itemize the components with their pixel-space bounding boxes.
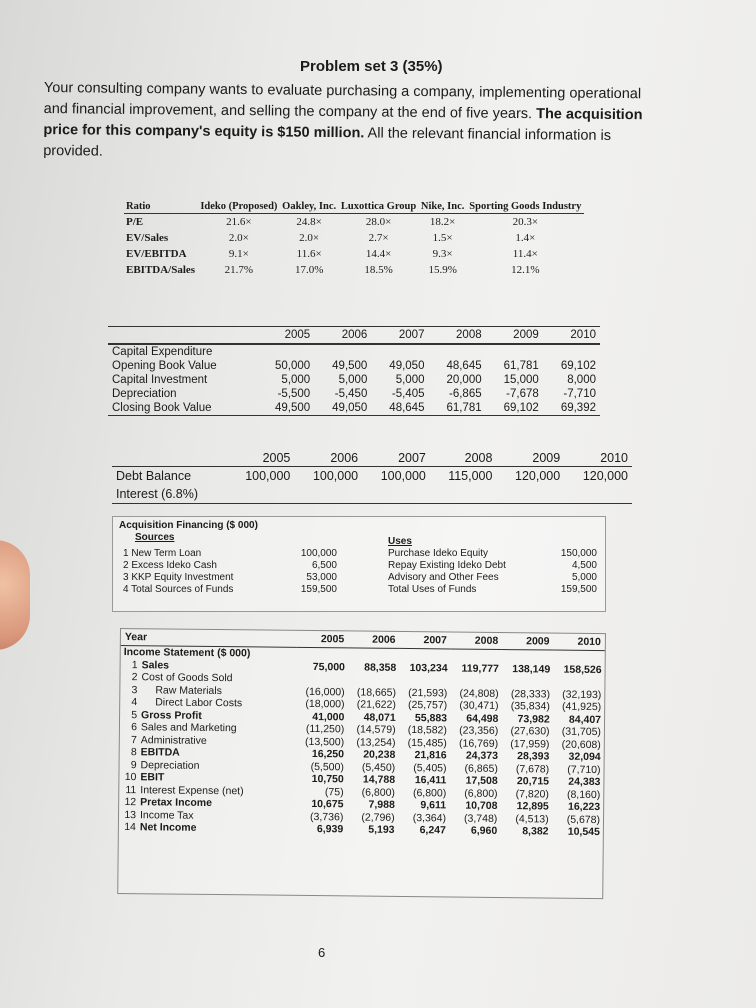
- income-value: (7,820): [515, 787, 549, 801]
- source-value: 53,000: [306, 572, 337, 583]
- income-year: 2009: [502, 633, 553, 650]
- ratio-header: Nike, Inc.: [419, 200, 467, 214]
- uses-header: Uses: [388, 536, 412, 547]
- use-label: Total Uses of Funds: [388, 584, 477, 595]
- income-label: Depreciation: [140, 758, 200, 772]
- income-value: (5,450): [361, 761, 396, 774]
- income-value: (6,865): [464, 762, 498, 775]
- income-value: (20,608): [561, 738, 601, 751]
- debt-header-row: [112, 450, 632, 467]
- sources-header: Sources: [135, 532, 175, 543]
- income-year: 2008: [451, 632, 502, 649]
- debt-year: 2007: [362, 450, 430, 467]
- debt-value: 115,000: [448, 469, 493, 483]
- debt-value: [294, 485, 362, 504]
- line-number: 11: [125, 783, 137, 796]
- capex-value: 20,000: [446, 374, 482, 386]
- income-value: 41,000: [312, 710, 345, 724]
- income-label: Raw Materials: [155, 684, 222, 697]
- line-number: 12: [124, 796, 137, 809]
- capex-value: [428, 344, 485, 359]
- debt-value: [430, 485, 497, 504]
- income-value: (35,834): [510, 700, 550, 713]
- income-value: 64,498: [466, 712, 499, 725]
- capex-value: 69,102: [560, 360, 596, 372]
- income-label: Pretax Income: [140, 796, 213, 810]
- line-number: 8: [130, 746, 137, 759]
- income-value: 138,149: [512, 662, 551, 676]
- ratio-value: 2.7×: [368, 232, 389, 244]
- income-value: (75): [324, 785, 344, 799]
- income-value: 28,393: [517, 750, 550, 763]
- income-value: (41,925): [562, 700, 602, 714]
- capex-label: Capital Investment: [112, 374, 208, 386]
- source-label: 4 Total Sources of Funds: [123, 584, 234, 595]
- debt-header-blank: [112, 450, 227, 467]
- capex-value: 8,000: [567, 374, 596, 386]
- income-value: [348, 673, 399, 686]
- line-number: 9: [130, 758, 137, 771]
- income-value: 84,407: [568, 713, 602, 726]
- income-value: (23,356): [459, 724, 499, 738]
- ratio-header: Luxottica Group: [338, 200, 418, 214]
- income-value: (24,808): [459, 687, 499, 700]
- income-value: (7,678): [515, 762, 550, 776]
- capex-header-blank: [108, 327, 257, 345]
- ratio-value: 21.6×: [226, 216, 252, 228]
- income-value: (18,000): [305, 698, 345, 711]
- income-value: (15,485): [407, 736, 447, 750]
- income-value: 6,939: [316, 823, 344, 836]
- source-value: 100,000: [300, 548, 337, 559]
- debt-row: [112, 467, 632, 486]
- ratio-value: 17.0%: [294, 264, 324, 276]
- capex-value: 5,000: [338, 374, 368, 386]
- ratio-value: 9.3×: [432, 248, 453, 260]
- ratio-label: EV/Sales: [126, 232, 169, 244]
- capex-value: 48,645: [446, 360, 482, 372]
- income-value: 158,526: [563, 663, 602, 676]
- debt-table: [112, 450, 632, 504]
- ratio-header: Ideko (Proposed): [198, 200, 280, 214]
- ratio-row: [124, 246, 584, 262]
- income-statement-table: [117, 628, 606, 899]
- income-value: 10,545: [567, 825, 600, 839]
- income-value: 9,611: [420, 799, 447, 812]
- line-number: 10: [124, 771, 137, 784]
- use-value: 150,000: [560, 548, 597, 559]
- line-number: 7: [130, 733, 137, 746]
- income-value: 14,788: [362, 773, 396, 787]
- capex-value: 61,781: [503, 360, 539, 372]
- capex-year: 2007: [371, 327, 428, 345]
- debt-value: 100,000: [312, 469, 359, 483]
- capex-value: 15,000: [503, 374, 539, 386]
- income-value: 48,071: [363, 711, 396, 724]
- income-value: (30,471): [459, 699, 499, 713]
- income-value: (6,800): [412, 786, 447, 800]
- ratio-value: 20.3×: [512, 216, 539, 228]
- income-value: [502, 675, 553, 688]
- income-value: (6,800): [361, 786, 396, 799]
- income-value: (16,000): [305, 685, 345, 699]
- ratio-value: 15.9%: [428, 264, 457, 276]
- debt-value: 120,000: [582, 469, 628, 483]
- ratio-value: 12.1%: [511, 264, 540, 276]
- income-year: 2005: [297, 631, 348, 648]
- income-value: (31,705): [561, 725, 601, 739]
- ratio-value: 24.8×: [296, 216, 322, 228]
- capex-table: [108, 326, 600, 416]
- capex-row: [108, 359, 600, 373]
- capex-value: 61,781: [428, 401, 485, 416]
- debt-year: 2006: [294, 450, 362, 467]
- capex-value: [543, 344, 600, 359]
- income-value: 119,777: [461, 662, 499, 675]
- use-label: Repay Existing Ideko Debt: [388, 560, 506, 571]
- source-value: 159,500: [300, 584, 337, 595]
- debt-value: [227, 485, 295, 504]
- income-value: (4,513): [515, 812, 549, 826]
- income-value: 10,750: [311, 773, 344, 786]
- income-value: 8,382: [522, 825, 549, 838]
- income-value: 20,238: [363, 748, 396, 762]
- ratio-row: [124, 230, 584, 246]
- line-number: 4: [131, 696, 138, 709]
- intro-bold: The acquisition price for this company's equity is $150 million.: [43, 106, 643, 142]
- use-value: 159,500: [560, 584, 597, 595]
- ratio-value: 11.4×: [512, 248, 538, 260]
- acquisition-financing-table: [112, 516, 606, 612]
- income-label-cell: [120, 671, 296, 685]
- income-value: (16,769): [458, 737, 499, 750]
- debt-value: 100,000: [245, 469, 291, 483]
- capex-row: [108, 401, 600, 416]
- ratio-header: Ratio: [124, 200, 198, 214]
- income-value: 16,223: [567, 800, 601, 814]
- income-value: (7,710): [567, 763, 601, 776]
- capex-label: Opening Book Value: [112, 360, 217, 372]
- capex-value: -6,865: [449, 388, 482, 400]
- income-label: Interest Expense (net): [140, 783, 244, 798]
- income-value: (13,500): [304, 735, 345, 749]
- income-value: 6,960: [470, 824, 498, 838]
- income-value: (14,579): [356, 723, 396, 737]
- income-label: Sales: [141, 658, 170, 672]
- capex-value: [257, 344, 314, 359]
- source-label: 3 KKP Equity Investment: [123, 572, 234, 583]
- use-label: Purchase Ideko Equity: [388, 548, 489, 559]
- income-value: (11,250): [305, 723, 345, 736]
- capex-value: 50,000: [275, 360, 311, 372]
- line-number: 14: [124, 821, 136, 834]
- ratio-value: 14.4×: [365, 248, 392, 260]
- ratio-value: 1.5×: [432, 232, 453, 244]
- ratio-value: 1.4×: [515, 232, 536, 244]
- use-value: 4,500: [571, 560, 597, 571]
- income-value: [296, 673, 347, 686]
- income-value: [553, 676, 604, 689]
- ratio-row: [124, 214, 584, 231]
- ratio-header: Sporting Goods Industry: [467, 200, 584, 214]
- income-value: (5,500): [310, 760, 344, 774]
- income-value: (2,796): [361, 811, 395, 824]
- income-label: Income Tax: [139, 808, 194, 822]
- debt-year: 2008: [430, 450, 497, 467]
- acquisition-header: Acquisition Financing ($ 000): [119, 520, 258, 531]
- ratio-table: [124, 200, 584, 278]
- capex-value: 48,645: [371, 401, 428, 416]
- income-value: 16,250: [311, 748, 345, 761]
- capex-value: 5,000: [281, 374, 311, 386]
- income-value: 21,816: [414, 749, 447, 762]
- income-value: (13,254): [356, 736, 396, 749]
- income-value: 103,234: [409, 661, 448, 675]
- capex-value: 5,000: [395, 374, 425, 386]
- use-label: Advisory and Other Fees: [388, 572, 499, 583]
- line-number: 5: [131, 708, 138, 721]
- income-value: (21,593): [408, 686, 448, 700]
- income-label: Cost of Goods Sold: [141, 671, 233, 685]
- ratio-header-row: [124, 200, 584, 214]
- capex-row: [108, 344, 600, 359]
- income-value: (5,405): [413, 761, 447, 775]
- ratio-row: [124, 262, 584, 278]
- ratio-label: P/E: [126, 216, 144, 228]
- income-value: 5,193: [368, 823, 395, 837]
- income-label: Gross Profit: [141, 708, 202, 722]
- income-value: [450, 674, 501, 687]
- income-label: Sales and Marketing: [140, 721, 237, 735]
- capex-value: [486, 344, 543, 359]
- income-value: (32,193): [562, 688, 602, 701]
- source-label: 2 Excess Ideko Cash: [123, 560, 217, 571]
- capex-value: 69,102: [486, 401, 543, 416]
- capex-label: Depreciation: [112, 388, 177, 400]
- use-value: 5,000: [571, 572, 597, 583]
- income-value: 55,883: [414, 711, 448, 725]
- income-value: 17,508: [465, 774, 498, 788]
- ratio-value: 11.6×: [296, 248, 322, 260]
- debt-label: Interest (6.8%): [112, 485, 227, 504]
- income-value: 20,715: [516, 775, 550, 788]
- intro-text-1: Your consulting company wants to evaluate purchasing a company, implementing operational and financial improvement, and selling the company at the end of five years.: [43, 79, 642, 123]
- income-label: Administrative: [140, 733, 207, 747]
- capex-label: Capital Expenditure: [112, 346, 213, 358]
- debt-value: [362, 485, 430, 504]
- income-value: (27,630): [510, 725, 550, 738]
- ratio-value: 9.1×: [228, 248, 249, 260]
- income-value: 88,358: [364, 661, 397, 674]
- income-value: (5,678): [566, 813, 601, 826]
- capex-year: 2005: [257, 327, 314, 345]
- capex-year: 2009: [486, 327, 543, 345]
- ratio-value: 2.0×: [228, 232, 249, 244]
- line-number: 1: [131, 658, 138, 671]
- capex-year: 2006: [314, 327, 371, 345]
- ratio-label: EBITDA/Sales: [126, 264, 196, 276]
- debt-value: [496, 485, 564, 504]
- ratio-value: 2.0×: [299, 232, 320, 244]
- page-title: Problem set 3 (35%): [300, 58, 443, 75]
- debt-row: [112, 485, 632, 504]
- debt-value: [564, 485, 632, 504]
- income-value: 10,708: [465, 799, 498, 813]
- income-value: (3,364): [412, 811, 447, 825]
- capex-row: [108, 387, 600, 401]
- capex-value: 49,050: [314, 401, 371, 416]
- income-label: EBIT: [140, 771, 165, 784]
- debt-value: 100,000: [380, 469, 426, 483]
- income-value: 10,675: [311, 798, 344, 811]
- income-value: (28,333): [510, 687, 551, 701]
- income-value: 24,383: [568, 775, 601, 789]
- income-year: 2010: [553, 634, 605, 651]
- capex-value: [371, 344, 428, 359]
- income-value: (21,622): [356, 698, 396, 712]
- ratio-value: 28.0×: [365, 216, 392, 228]
- capex-year: 2008: [428, 327, 485, 345]
- income-value: (6,800): [464, 787, 498, 800]
- income-label: EBITDA: [140, 746, 180, 759]
- income-value: (17,959): [510, 737, 550, 751]
- debt-value: 120,000: [515, 469, 561, 483]
- ratio-value: 21.7%: [224, 264, 254, 276]
- income-year: 2006: [348, 631, 399, 648]
- income-header: Income Statement ($ 000): [123, 646, 251, 660]
- income-value: 16,411: [414, 774, 447, 787]
- income-value: (8,160): [566, 788, 601, 801]
- finger-photo-artifact: [0, 540, 30, 650]
- capex-value: -7,710: [563, 388, 596, 400]
- ratio-header: Oakley, Inc.: [280, 200, 339, 214]
- capex-value: 49,050: [389, 360, 425, 372]
- debt-year: 2005: [227, 450, 295, 467]
- line-number: 3: [131, 683, 138, 696]
- income-value: (18,582): [407, 724, 447, 737]
- page-number: 6: [318, 945, 326, 960]
- line-number: 2: [131, 671, 138, 684]
- capex-value: [314, 344, 371, 359]
- income-value: 12,895: [516, 800, 549, 813]
- income-year: 2007: [399, 632, 450, 649]
- capex-value: 49,500: [257, 401, 314, 416]
- ratio-value: 18.5%: [364, 264, 393, 276]
- income-label: Direct Labor Costs: [155, 696, 243, 710]
- income-label-cell: [119, 821, 295, 835]
- income-value: 32,094: [568, 750, 601, 764]
- capex-header-row: [108, 327, 600, 345]
- intro-paragraph: [43, 78, 664, 168]
- capex-value: 49,500: [332, 360, 368, 372]
- income-value: 24,373: [465, 749, 499, 763]
- capex-row: [108, 373, 600, 387]
- income-value: 7,988: [368, 798, 395, 812]
- income-value: 75,000: [312, 660, 345, 674]
- income-value: [399, 674, 450, 687]
- income-value: 6,247: [419, 824, 446, 837]
- capex-value: -5,405: [391, 388, 425, 400]
- income-label: Net Income: [139, 821, 197, 835]
- income-value: 73,982: [517, 712, 550, 726]
- income-value: (25,757): [408, 699, 448, 712]
- debt-label: Debt Balance: [116, 469, 192, 483]
- line-number: 13: [124, 808, 137, 821]
- income-value: (3,748): [463, 812, 498, 825]
- ratio-label: EV/EBITDA: [126, 248, 187, 260]
- capex-value: -7,678: [506, 388, 539, 400]
- debt-year: 2010: [564, 450, 632, 467]
- source-value: 6,500: [311, 560, 337, 571]
- source-label: 1 New Term Loan: [123, 548, 202, 559]
- ratio-value: 18.2×: [429, 216, 456, 228]
- income-year-label: Year: [121, 629, 297, 647]
- debt-year: 2009: [496, 450, 564, 467]
- capex-label: Closing Book Value: [108, 401, 257, 416]
- capex-value: -5,450: [334, 388, 368, 400]
- capex-value: 69,392: [543, 401, 600, 416]
- line-number: 6: [131, 721, 138, 734]
- intro-text-2: All the relevant financial information is provided.: [43, 125, 612, 160]
- capex-year: 2010: [543, 327, 600, 345]
- income-value: (18,665): [356, 686, 397, 699]
- income-value: (3,736): [310, 810, 344, 824]
- capex-value: -5,500: [277, 388, 311, 400]
